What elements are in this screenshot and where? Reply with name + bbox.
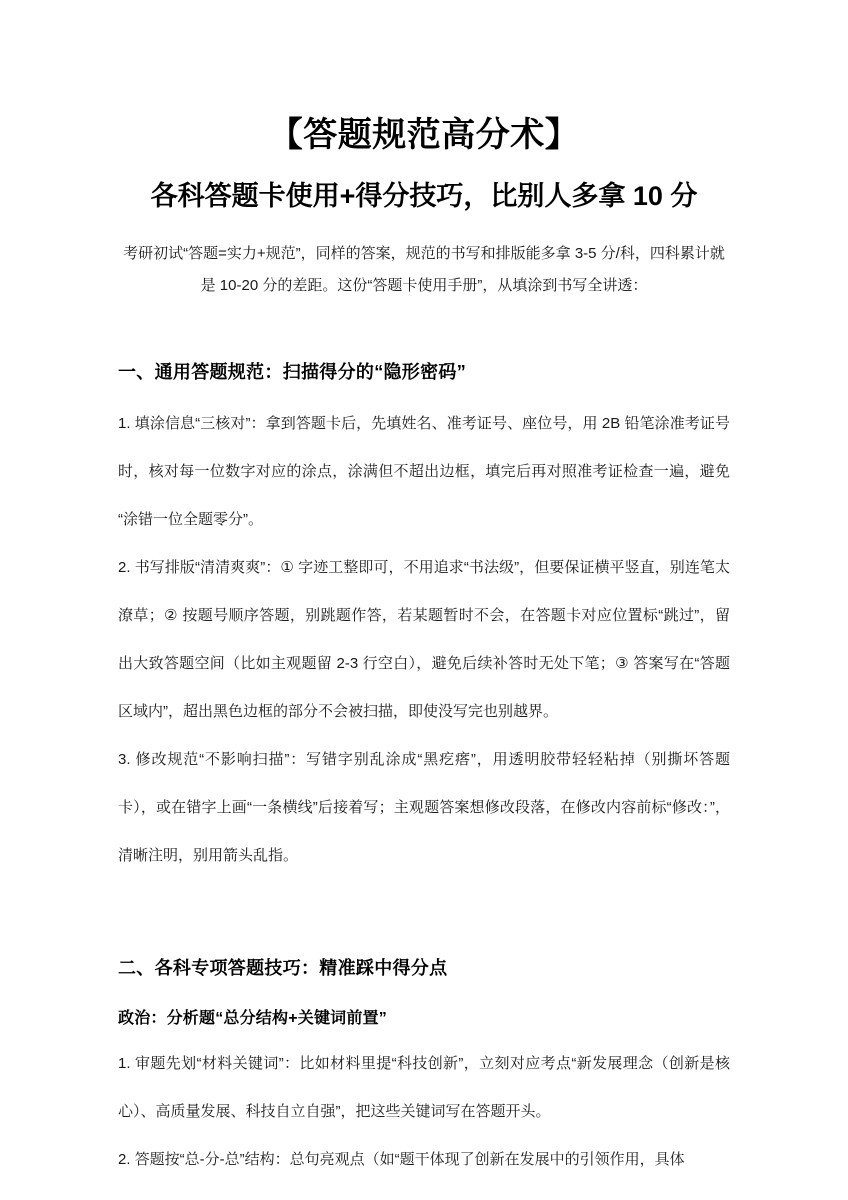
- rule-item-correction: 3. 修改规范“不影响扫描”：写错字别乱涂成“黑疙瘩”，用透明胶带轻轻粘掉（别撕坏答题卡），或在错字上画“一条横线”后接着写；主观题答案想修改段落，在修改内容前标“修改：”，清晰注明，别用箭头乱指。: [118, 751, 730, 864]
- section-subject-techniques: [118, 880, 730, 1184]
- rule-item-handwriting-layout: 2. 书写排版“清清爽爽”：① 字迹工整即可，不用追求“书法级”，但要保证横平竖直，别连笔太潦草；② 按题号顺序答题，别跳题作答，若某题暂时不会，在答题卡对应位置标“跳过”，留出大致答题空间（比如主观题留 2-3 行空白），避免后续补答时无处下笔；③ 答案写在“答题区域内”，超出黑色边框的部分不会被扫描，即使没写完也别越界。: [118, 559, 730, 720]
- page-title: 【答题规范高分术】: [268, 116, 580, 154]
- page-subtitle: 各科答题卡使用+得分技巧，比别人多拿 10 分: [150, 181, 698, 211]
- section-heading-subject-techniques: 二、各科专项答题技巧：精准踩中得分点: [118, 958, 448, 978]
- section-general-rules: [118, 302, 730, 880]
- section-heading-general-rules: 一、通用答题规范：扫描得分的“隐形密码”: [118, 362, 466, 382]
- politics-item-structure: 2. 答题按“总-分-总”结构：总句亮观点（如“题干体现了创新在发展中的引领作用，具体: [118, 1151, 685, 1168]
- rule-item-fill-info: 1. 填涂信息“三核对”：拿到答题卡后，先填姓名、准考证号、座位号，用 2B 铅笔涂准考证号时，核对每一位数字对应的涂点，涂满但不超出边框，填完后再对照准考证检查一遍，避免“涂错一位全题零分”。: [118, 415, 730, 528]
- politics-item-keywords: 1. 审题先划“材料关键词”：比如材料里提“科技创新”，立刻对应考点“新发展理念（创新是核心）、高质量发展、科技自立自强”，把这些关键词写在答题开头。: [118, 1055, 730, 1120]
- intro-paragraph: 考研初试“答题=实力+规范”，同样的答案，规范的书写和排版能多拿 3-5 分/科，四科累计就是 10-20 分的差距。这份“答题卡使用手册”，从填涂到书写全讲透：: [123, 245, 725, 294]
- sub-heading-politics: 政治：分析题“总分结构+关键词前置”: [118, 1010, 387, 1027]
